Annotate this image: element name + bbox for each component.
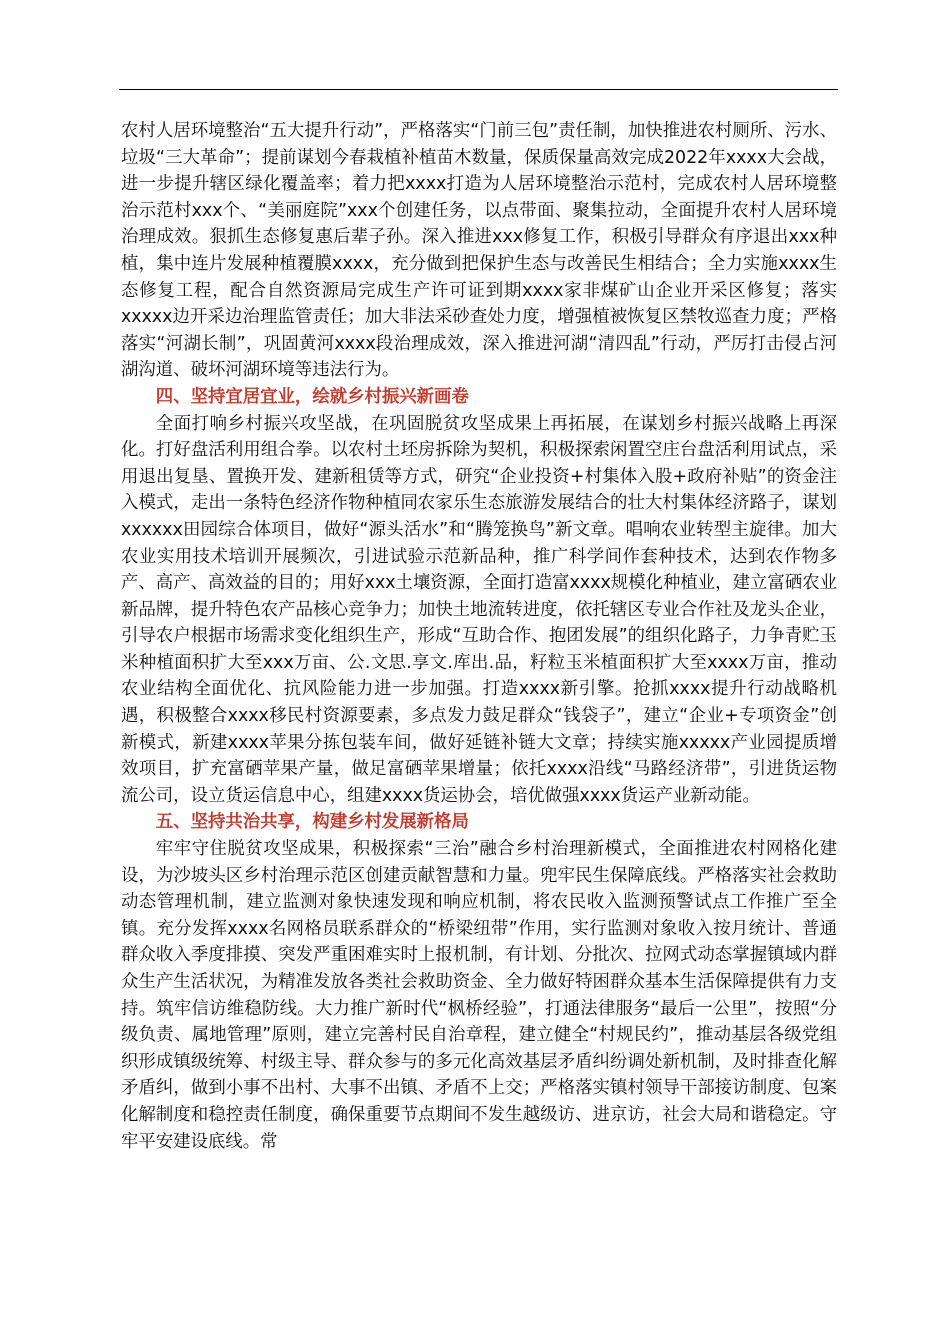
document-body	[121, 118, 837, 1155]
section-heading-4: 四、坚持宜居宜业，绘就乡村振兴新画卷	[155, 386, 469, 407]
header-rule	[119, 89, 838, 90]
paragraph-environment-continued: 农村人居环境整治“五大提升行动”，严格落实“门前三包”责任制，加快推进农村厕所、污水、垃圾“三大革命”；提前谋划今春栽植补植苗木数量，保质保量高效完成2022年xxxx大会战，进一步提升辖区绿化覆盖率；着力把xxxx打造为人居环境整治示范村，完成农村人居环境整治示范村xxx个、“美丽庭院”xxx个创建任务，以点带面、聚集拉动，全面提升农村人居环境治理成效。狠抓生态修复惠后辈子孙。深入推进xxx修复工作，积极引导群众有序退出xxx种植，集中连片发展种植覆膜xxxx，充分做到把保护生态与改善民生相结合；全力实施xxxx生态修复工程，配合自然资源局完成生产许可证到期xxxx家非煤矿山企业开采区修复；落实xxxxx边开采边治理监管责任；加大非法采砂查处力度，增强植被恢复区禁牧巡查力度；严格落实“河湖长制”，巩固黄河xxxx段治理成效，深入推进河湖“清四乱”行动，严厉打击侵占河湖沟道、破坏河湖环境等违法行为。	[121, 121, 837, 381]
paragraph-rural-revitalization: 全面打响乡村振兴攻坚战，在巩固脱贫攻坚成果上再拓展，在谋划乡村振兴战略上再深化。打好盘活利用组合拳。以农村土坯房拆除为契机，积极探索闲置空庄台盘活利用试点，采用退出复垦、置换开发、建新租赁等方式，研究“企业投资+村集体入股+政府补贴”的资金注入模式，走出一条特色经济作物种植同农家乐生态旅游发展结合的壮大村集体经济路子，谋划xxxxxx田园综合体项目，做好“源头活水”和“腾笼换鸟”新文章。唱响农业转型主旋律。加大农业实用技术培训开展频次，引进试验示范新品种，推广科学间作套种技术，达到农作物多产、高产、高效益的目的；用好xxx土壤资源，全面打造富xxxx规模化种植业，建立富硒农业新品牌，提升特色农产品核心竞争力；加快土地流转进度，依托辖区专业合作社及龙头企业，引导农户根据市场需求变化组织生产，形成“互助合作、抱团发展”的组织化路子，力争青贮玉米种植面积扩大至xxx万亩、公.文思.享文.库出.品，籽粒玉米植面积扩大至xxxx万亩，推动农业结构全面优化、抗风险能力进一步加强。打造xxxx新引擎。抢抓xxxx提升行动战略机遇，积极整合xxxx移民村资源要素，多点发力鼓足群众“钱袋子”，建立“企业+专项资金”创新模式，新建xxxx苹果分拣包装车间，做好延链补链大文章；持续实施xxxxx产业园提质增效项目，扩充富硒苹果产量，做足富硒苹果增量；依托xxxx沿线“马路经济带”，引进货运物流公司，设立货运信息中心，组建xxxx货运协会，培优做强xxxx货运产业新动能。	[121, 413, 837, 806]
section-heading-5: 五、坚持共治共享，构建乡村发展新格局	[155, 812, 469, 833]
paragraph-co-governance: 牢牢守住脱贫攻坚成果，积极探索“三治”融合乡村治理新模式，全面推进农村网格化建设，为沙坡头区乡村治理示范区创建贡献智慧和力量。兜牢民生保障底线。严格落实社会救助动态管理机制，建立监测对象快速发现和响应机制，将农民收入监测预警试点工作推广至全镇。充分发挥xxxx名网格员联系群众的“桥梁纽带”作用，实行监测对象收入按月统计、普通群众收入季度排摸、突发严重困难实时上报机制，有计划、分批次、拉网式动态掌握镇域内群众生产生活状况，为精准发放各类社会救助资金、全力做好特困群众基本生活保障提供有力支持。筑牢信访维稳防线。大力推广新时代“枫桥经验”，打通法律服务“最后一公里”，按照“分级负责、属地管理”原则，建立完善村民自治章程，建立健全“村规民约”，推动基层各级党组织形成镇级统筹、村级主导、群众参与的多元化高效基层矛盾纠纷调处新机制，及时排查化解矛盾纠，做到小事不出村、大事不出镇、矛盾不上交；严格落实镇村领导干部接访制度、包案化解制度和稳控责任制度，确保重要节点期间不发生越级访、进京访，社会大局和谐稳定。守牢平安建设底线。常	[121, 839, 837, 1152]
